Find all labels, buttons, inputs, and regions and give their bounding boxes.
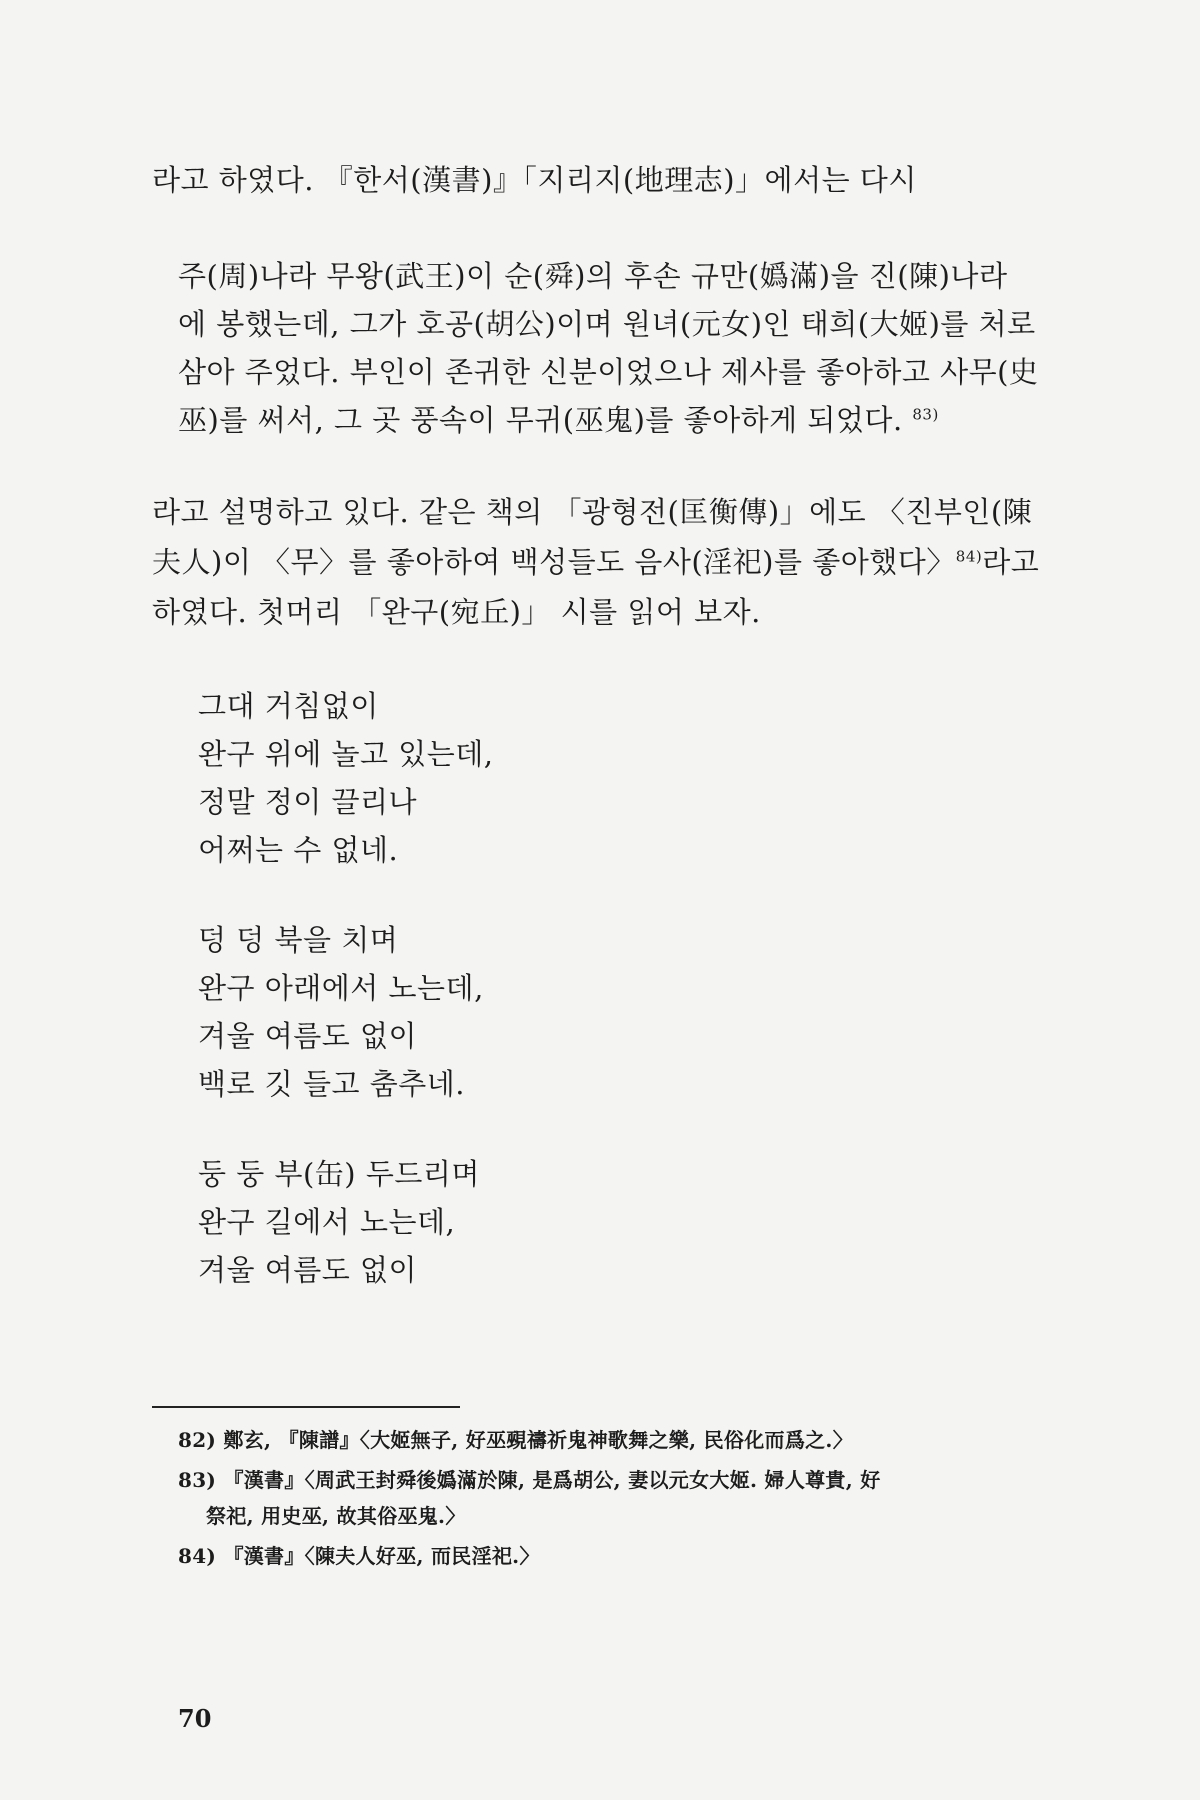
paragraph-line-2-text: 夫人)이 〈무〉를 좋아하여 백성들도 음사(淫祀)를 좋아했다〉 <box>152 545 956 579</box>
footnote-divider <box>152 1406 460 1408</box>
poem-line: 완구 아래에서 노는데, <box>198 971 484 1005</box>
footnote-ref-83: 83) <box>912 405 939 424</box>
paragraph-line-2 <box>152 540 1039 581</box>
poem-line: 어쩌는 수 없네. <box>198 833 399 867</box>
poem-line: 겨울 여름도 없이 <box>198 1019 418 1053</box>
quote-line-4-text: 巫)를 써서, 그 곳 풍속이 무귀(巫鬼)를 좋아하게 되었다. <box>178 403 903 437</box>
quote-line-1: 주(周)나라 무왕(武王)이 순(舜)의 후손 규만(嬀滿)을 진(陳)나라 <box>178 259 1008 293</box>
paragraph-line-1: 라고 설명하고 있다. 같은 책의 「광형전(匡衡傳)」에도 〈진부인(陳 <box>152 495 1033 529</box>
intro-line: 라고 하였다. 『한서(漢書)』「지리지(地理志)」에서는 다시 <box>152 163 917 197</box>
poem-line: 그대 거침없이 <box>198 689 379 723</box>
poem-line: 완구 길에서 노는데, <box>198 1205 456 1239</box>
quote-line-4 <box>178 398 939 439</box>
poem-line: 덩 덩 북을 치며 <box>198 923 399 957</box>
footnote-ref-84: 84) <box>955 547 983 566</box>
paragraph-line-3: 하였다. 첫머리 「완구(宛丘)」 시를 읽어 보자. <box>152 595 761 629</box>
footnote-84: 84) 『漢書』〈陳夫人好巫, 而民淫祀.〉 <box>178 1544 540 1568</box>
page-number: 70 <box>178 1704 212 1733</box>
poem-line: 백로 깃 들고 춤추네. <box>198 1067 465 1101</box>
poem-line: 겨울 여름도 없이 <box>198 1253 418 1287</box>
quote-line-3: 삼아 주었다. 부인이 존귀한 신분이었으나 제사를 좋아하고 사무(史 <box>178 355 1039 389</box>
poem-line: 완구 위에 놀고 있는데, <box>198 737 494 771</box>
poem-line: 둥 둥 부(缶) 두드리며 <box>198 1157 480 1191</box>
poem-line: 정말 정이 끌리나 <box>198 785 418 819</box>
footnote-83-continued: 祭祀, 用史巫, 故其俗巫鬼.〉 <box>206 1504 466 1528</box>
footnote-83: 83) 『漢書』〈周武王封舜後嬀滿於陳, 是爲胡公, 妻以元女大姬. 婦人尊貴, 好 <box>178 1468 881 1492</box>
footnote-82: 82) 鄭玄, 『陳譜』〈大姬無子, 好巫覡禱祈鬼神歌舞之樂, 民俗化而爲之.〉 <box>178 1428 853 1452</box>
quote-line-2: 에 봉했는데, 그가 호공(胡公)이며 원녀(元女)인 태희(大姬)를 처로 <box>178 307 1036 341</box>
paragraph-line-2-tail: 라고 <box>982 545 1040 579</box>
